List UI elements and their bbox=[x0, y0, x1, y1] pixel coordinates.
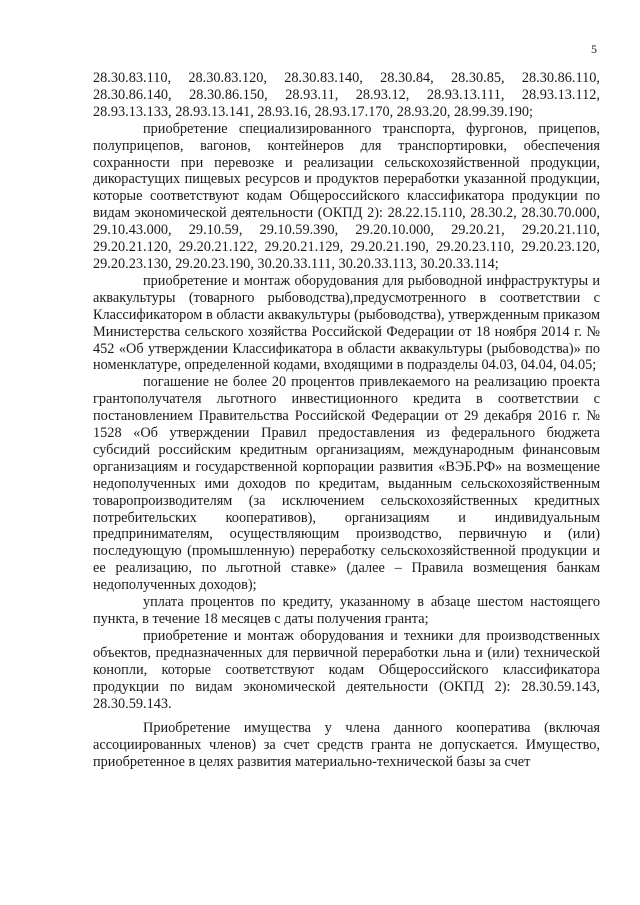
paragraph-property-acquisition: Приобретение имущества у члена данного кооператива (включая ассоциированных членов) за счет средств гранта не допускается. Имущество, приобретенное в целях развития материально-технической базы за счет bbox=[93, 720, 600, 771]
page-number: 5 bbox=[591, 42, 597, 56]
document-body bbox=[93, 70, 600, 771]
paragraph-transport: приобретение специализированного транспорта, фургонов, прицепов, полуприцепов, вагонов, контейнеров для транспортировки, обеспечения сохранности при перевозке и реализации сельскохозяйственной продукции, дикорастущих пищевых ресурсов и продуктов переработки указанной продукции, которые соответствуют кодам Общероссийского классификатора продукции по видам экономической деятельности (ОКПД 2): 28.22.15.110, 28.30.2, 28.30.70.000, 29.10.43.000, 29.10.59, 29.10.59.390, 29.20.10.000, 29.20.21, 29.20.21.110, 29.20.21.120, 29.20.21.122, 29.20.21.129, 29.20.21.190, 29.20.23.110, 29.20.23.120, 29.20.23.130, 29.20.23.190, 30.20.33.111, 30.20.33.113, 30.20.33.114; bbox=[93, 120, 600, 272]
paragraph-aquaculture: приобретение и монтаж оборудования для рыбоводной инфраструктуры и аквакультуры (товарного рыбоводства),предусмотренного в соответствии с Классификатором в области аквакультуры (рыбоводства), утвержденным приказом Министерства сельского хозяйства Российской Федерации от 18 ноября 2014 г. № 452 «Об утверждении Классификатора в области аквакультуры (рыбоводства)» по номенклатуре, определенной кодами, входящими в подразделы 04.03, 04.04, 04.05; bbox=[93, 272, 600, 374]
paragraph-credit-repayment: погашение не более 20 процентов привлекаемого на реализацию проекта грантополучателя льготного инвестиционного кредита в соответствии с постановлением Правительства Российской Федерации от 29 декабря 2016 г. № 1528 «Об утверждении Правил предоставления из федерального бюджета субсидий российским кредитным организациям, международным финансовым организациям и государственной корпорации развития «ВЭБ.РФ» на возмещение недополученных ими доходов по кредитам, выданным сельскохозяйственным товаропроизводителям (за исключением сельскохозяйственных кредитных потребительских кооперативов), организациям и индивидуальным предпринимателям, осуществляющим производство, первичную и (или) последующую (промышленную) переработку сельскохозяйственной продукции и ее реализацию, по льготной ставке» (далее – Правила возмещения банкам недополученных доходов); bbox=[93, 374, 600, 594]
paragraph-code-list: 28.30.83.110, 28.30.83.120, 28.30.83.140, 28.30.84, 28.30.85, 28.30.86.110, 28.30.86.140, 28.30.86.150, 28.93.11, 28.93.12, 28.93.13.111, 28.93.13.112, 28.93.13.133, 28.93.13.141, 28.93.16, 28.93.17.170, 28.93.20, 28.99.39.190; bbox=[93, 70, 600, 120]
paragraph-flax-equipment: приобретение и монтаж оборудования и техники для производственных объектов, предназначенных для первичной переработки льна и (или) технической конопли, которые соответствуют кодам Общероссийского классификатора продукции по видам экономической деятельности (ОКПД 2): 28.30.59.143, 28.30.59.143. bbox=[93, 627, 600, 712]
paragraph-interest-payment: уплата процентов по кредиту, указанному в абзаце шестом настоящего пункта, в течение 18 месяцев с даты получения гранта; bbox=[93, 594, 600, 627]
